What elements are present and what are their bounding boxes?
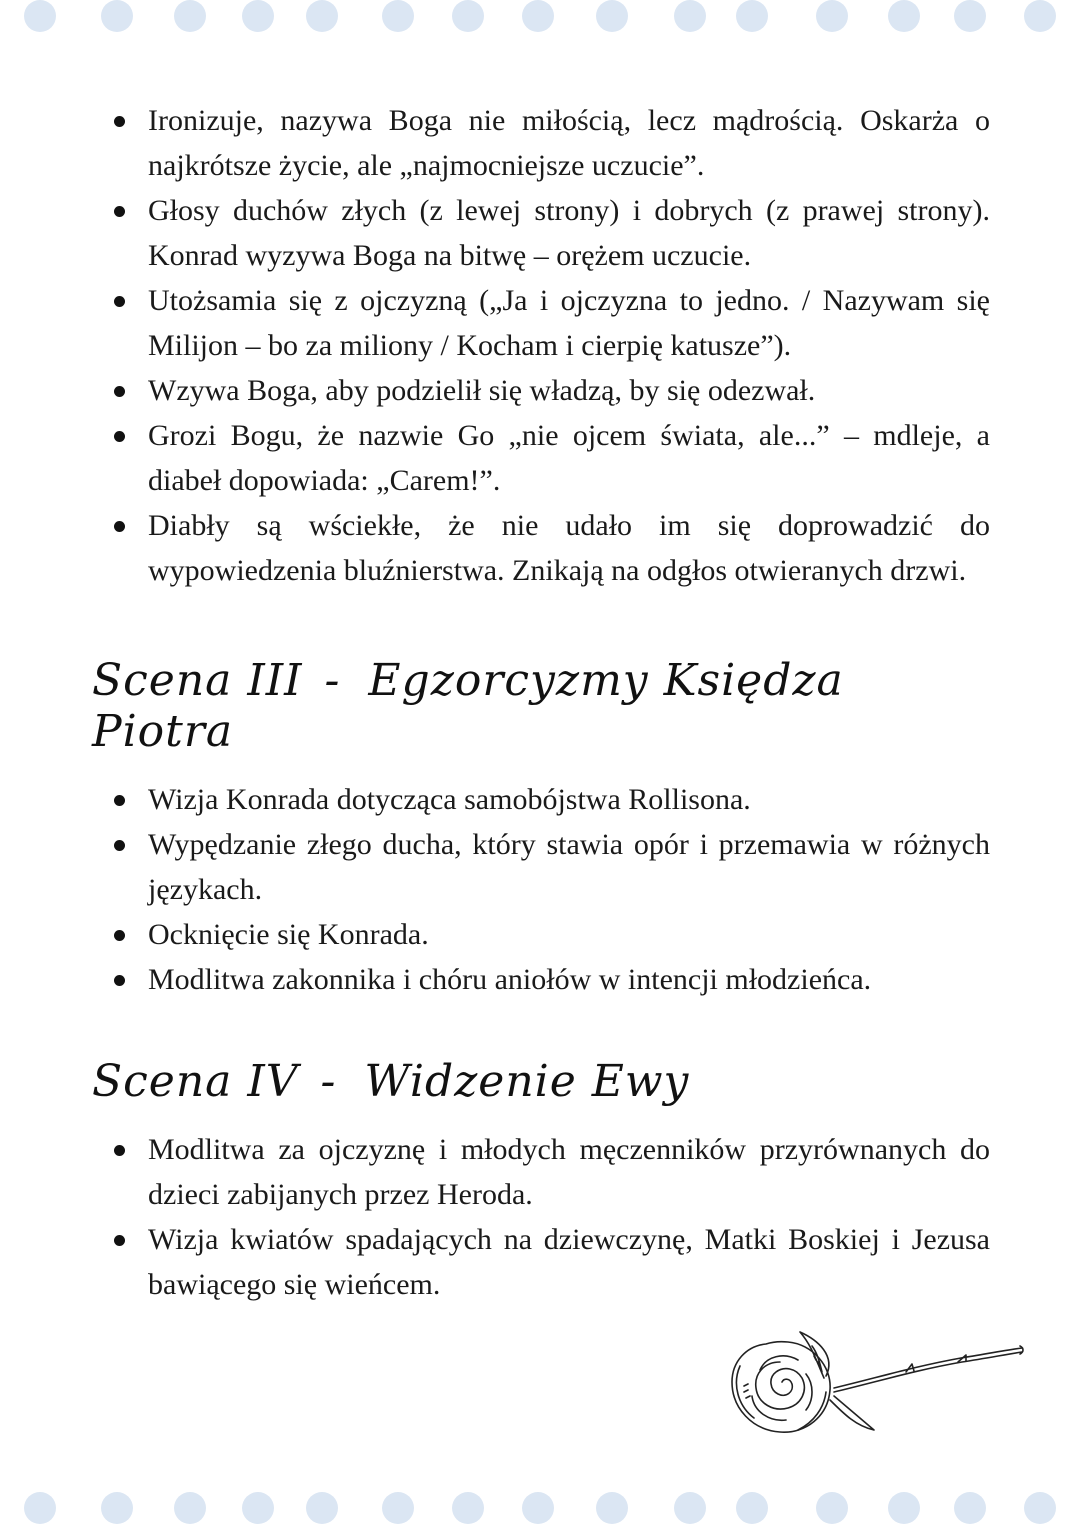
decor-dot xyxy=(242,0,274,32)
decor-dot xyxy=(242,1492,274,1524)
list-item: Ironizuje, nazywa Boga nie miłością, lecz mądrością. Oskarża o najkrótsze życie, ale „najmocniejsze uczucie”. xyxy=(110,98,990,188)
list-item: Ocknięcie się Konrada. xyxy=(110,912,990,957)
decor-dot xyxy=(382,1492,414,1524)
decor-dot xyxy=(522,1492,554,1524)
decor-dot xyxy=(1024,1492,1056,1524)
decor-dot xyxy=(174,0,206,32)
list-item: Wzywa Boga, aby podzielił się władzą, by się odezwał. xyxy=(110,368,990,413)
list-item: Głosy duchów złych (z lewej strony) i dobrych (z prawej strony). Konrad wyzywa Boga na bitwę – orężem uczucie. xyxy=(110,188,990,278)
decor-dot xyxy=(24,1492,56,1524)
page-content xyxy=(92,98,990,1307)
decor-dot xyxy=(888,1492,920,1524)
decor-dot xyxy=(954,0,986,32)
scene2-bullet-list xyxy=(110,98,990,593)
list-item: Diabły są wściekłe, że nie udało im się doprowadzić do wypowiedzenia bluźnierstwa. Znikają na odgłos otwieranych drzwi. xyxy=(110,503,990,593)
list-item: Utożsamia się z ojczyzną („Ja i ojczyzna to jedno. / Nazywam się Milijon – bo za miliony / Kocham i cierpię katusze”). xyxy=(110,278,990,368)
list-item: Modlitwa za ojczyznę i młodych męczenników przyrównanych do dzieci zabijanych przez Heroda. xyxy=(110,1127,990,1217)
decor-dot xyxy=(736,0,768,32)
scene3-subtitle: Egzorcyzmy Księdza Piotra xyxy=(92,655,844,757)
list-item: Wizja Konrada dotycząca samobójstwa Rollisona. xyxy=(110,777,990,822)
decor-dot xyxy=(174,1492,206,1524)
list-item: Grozi Bogu, że nazwie Go „nie ojcem świata, ale...” – mdleje, a diabeł dopowiada: „Carem!”. xyxy=(110,413,990,503)
decor-dot xyxy=(816,1492,848,1524)
decor-dot xyxy=(522,0,554,32)
decor-dot xyxy=(24,0,56,32)
scene4-heading xyxy=(92,1056,990,1107)
scene4-subtitle: Widzenie Ewy xyxy=(364,1056,690,1107)
decor-dot xyxy=(101,1492,133,1524)
decor-dot xyxy=(674,1492,706,1524)
decor-dot xyxy=(452,1492,484,1524)
decor-dot xyxy=(954,1492,986,1524)
bottom-dot-border xyxy=(0,1490,1080,1530)
decor-dot xyxy=(1024,0,1056,32)
scene4-separator: - xyxy=(320,1056,337,1107)
decor-dot xyxy=(816,0,848,32)
decor-dot xyxy=(382,0,414,32)
scene3-heading xyxy=(92,655,990,757)
scene4-bullet-list xyxy=(110,1127,990,1307)
rose-illustration xyxy=(726,1326,1026,1446)
scene3-bullet-list xyxy=(110,777,990,1002)
scene3-separator: - xyxy=(324,655,341,706)
decor-dot xyxy=(306,0,338,32)
decor-dot xyxy=(674,0,706,32)
scene3-label: Scena III xyxy=(92,655,303,706)
decor-dot xyxy=(596,0,628,32)
decor-dot xyxy=(452,0,484,32)
list-item: Wizja kwiatów spadających na dziewczynę, Matki Boskiej i Jezusa bawiącego się wieńcem. xyxy=(110,1217,990,1307)
top-dot-border xyxy=(0,0,1080,40)
decor-dot xyxy=(596,1492,628,1524)
decor-dot xyxy=(888,0,920,32)
decor-dot xyxy=(736,1492,768,1524)
decor-dot xyxy=(306,1492,338,1524)
decor-dot xyxy=(101,0,133,32)
scene4-label: Scena IV xyxy=(92,1056,299,1107)
list-item: Modlitwa zakonnika i chóru aniołów w intencji młodzieńca. xyxy=(110,957,990,1002)
list-item: Wypędzanie złego ducha, który stawia opór i przemawia w różnych językach. xyxy=(110,822,990,912)
